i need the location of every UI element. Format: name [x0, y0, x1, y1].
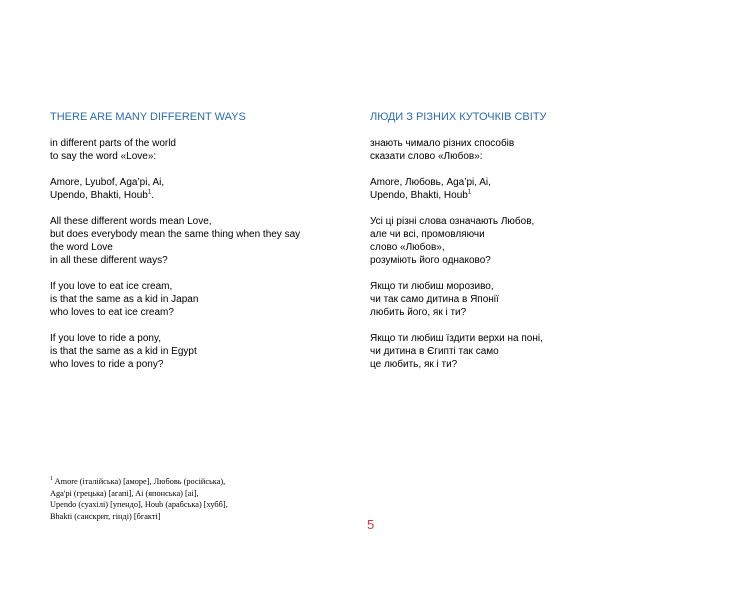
ukrainian-line: Якщо ти любиш їздити верхи на поні, [370, 333, 543, 344]
ukrainian-line: Amore, Любовь, Aga’pi, Ai, [370, 177, 491, 188]
footnote-marker: 1 [50, 476, 53, 483]
footnote [50, 476, 350, 522]
english-stanza-2 [50, 176, 340, 202]
ukrainian-column [370, 110, 670, 384]
ukrainian-line: слово «Любов», [370, 242, 445, 253]
footnote-reference: 1 [467, 189, 472, 196]
english-stanza-3 [50, 215, 340, 267]
ukrainian-line: чи так само дитина в Японії [370, 294, 499, 305]
english-line: is that the same as a kid in Japan [50, 294, 199, 305]
ukrainian-heading: ЛЮДИ З РІЗНИХ КУТОЧКІВ СВІТУ [370, 111, 547, 123]
english-line: the word Love [50, 242, 113, 253]
page-number: 5 [367, 517, 375, 532]
ukrainian-line: чи дитина в Єгипті так само [370, 346, 499, 357]
ukrainian-line: розуміють його однаково? [370, 255, 491, 266]
ukrainian-stanza-3 [370, 215, 670, 267]
ukrainian-stanza-5 [370, 332, 670, 371]
ukrainian-stanza-1 [370, 137, 670, 163]
ukrainian-line-with-footnote [370, 189, 670, 202]
english-heading: THERE ARE MANY DIFFERENT WAYS [50, 111, 246, 123]
ukrainian-line-text: Upendo, Bhakti, Houb [370, 190, 468, 201]
english-line: but does everybody mean the same thing when they say [50, 229, 301, 240]
footnote-line: Aga'pi (грецька) [агапі], Ai (японська) [аі], [50, 488, 199, 498]
footnote-line: Bhakti (санскрит, гінді) [бгакті] [50, 511, 161, 521]
english-line: who loves to eat ice cream? [50, 307, 174, 318]
footnote-line: Upendo (суахілі) [упендо], Houb (арабська) [хубб], [50, 500, 228, 509]
english-stanza-5 [50, 332, 340, 371]
ukrainian-line: це любить, як і ти? [370, 359, 458, 370]
ukrainian-stanza-2 [370, 176, 670, 202]
footnote-reference: 1 [147, 189, 152, 196]
english-line-with-footnote: Upendo, Bhakti, Houb$^1$. [50, 189, 154, 201]
english-line: If you love to eat ice cream, [50, 281, 173, 292]
ukrainian-line: сказати слово «Любов»: [370, 151, 483, 162]
english-stanza-1 [50, 137, 340, 163]
ukrainian-stanza-4 [370, 280, 670, 319]
english-line: If you love to ride a pony, [50, 333, 161, 344]
ukrainian-line: любить його, як і ти? [370, 307, 467, 318]
ukrainian-line: але чи всі, промовляючи [370, 229, 485, 240]
footnote-text: Amore (італійська) [аморе], Любовь (російська), [54, 477, 226, 486]
english-line: to say the word «Love»: [50, 151, 157, 162]
english-column [50, 110, 340, 384]
english-line: in different parts of the world [50, 138, 176, 149]
english-line: is that the same as a kid in Egypt [50, 346, 197, 357]
ukrainian-line: Усі ці різні слова означають Любов, [370, 216, 535, 227]
english-line: All these different words mean Love, [50, 216, 212, 227]
english-line: Amore, Lyubof, Aga’pi, Ai, [50, 177, 165, 188]
footnote-line [50, 476, 350, 488]
english-stanza-4 [50, 280, 340, 319]
english-line: in all these different ways? [50, 255, 168, 266]
english-line: who loves to ride a pony? [50, 359, 164, 370]
ukrainian-line: знають чимало різних способів [370, 138, 515, 149]
ukrainian-line: Якщо ти любиш морозиво, [370, 281, 494, 292]
english-line-text: Upendo, Bhakti, Houb [50, 190, 148, 201]
